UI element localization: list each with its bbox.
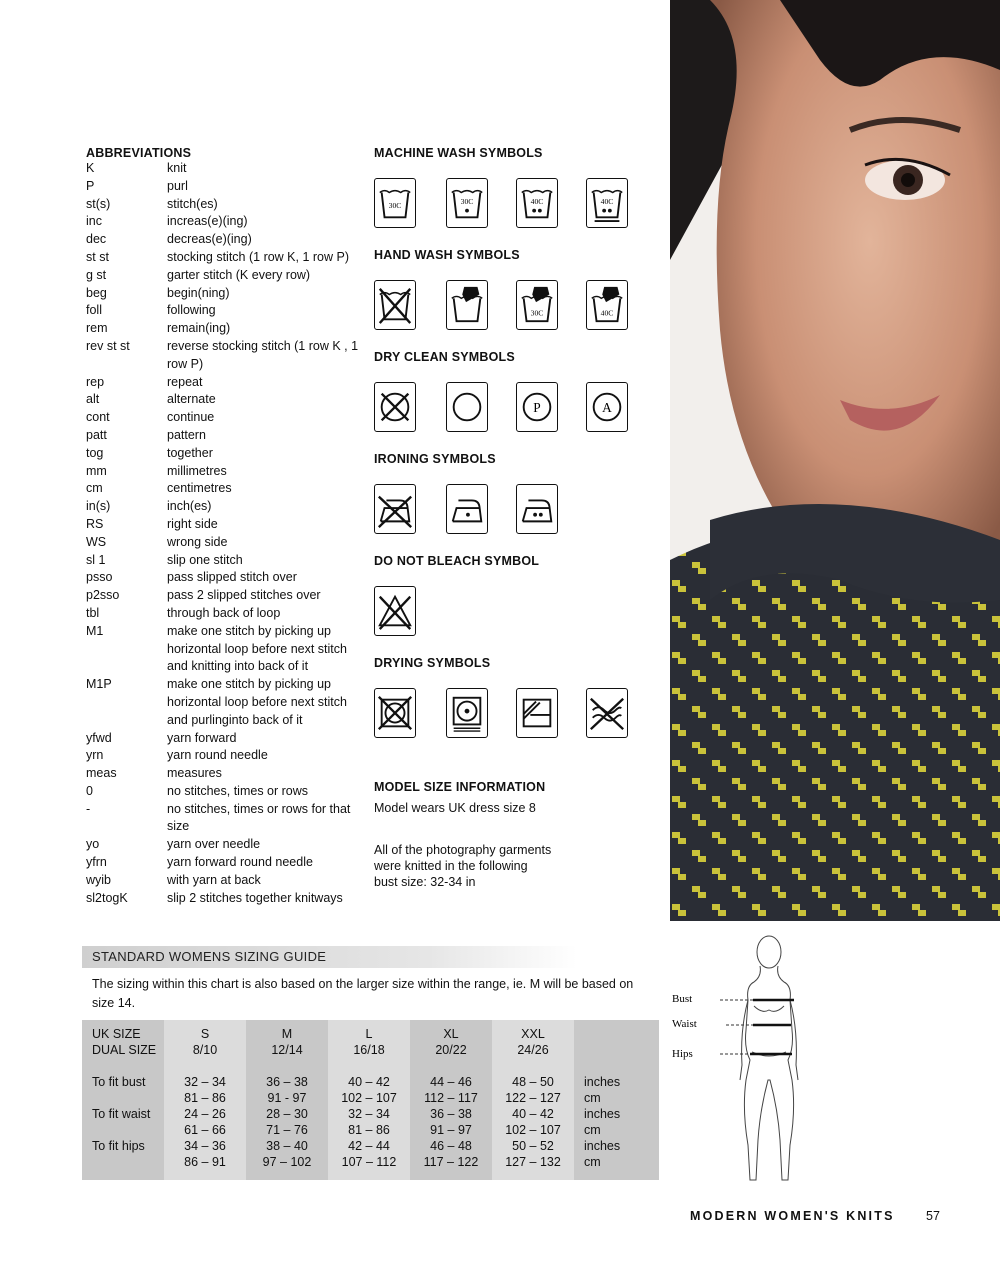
size-cell-waist-cm: 102 – 107 xyxy=(505,1123,561,1137)
abbreviation-row xyxy=(86,196,371,214)
abbreviation-meaning: decreas(e)(ing) xyxy=(167,232,252,247)
abbreviation-meaning: pattern xyxy=(167,427,206,442)
abbreviations-list xyxy=(86,160,371,907)
size-cell-dual: 16/18 xyxy=(353,1043,385,1057)
size-cell-hips-cm: 107 – 112 xyxy=(341,1155,397,1169)
abbreviation-meaning: purl xyxy=(167,178,188,193)
abbreviation-meaning: alternate xyxy=(167,392,216,407)
abbreviation-meaning: reverse stocking stitch (1 row K , 1 row P) xyxy=(167,338,359,371)
size-column xyxy=(246,1020,328,1180)
abbreviation-row xyxy=(86,783,371,801)
abbreviation-meaning: inch(es) xyxy=(167,499,212,514)
abbreviation-row xyxy=(86,427,371,445)
abbreviation-row xyxy=(86,854,371,872)
bleach-title: DO NOT BLEACH SYMBOL xyxy=(374,554,540,568)
model-garment-text-1: All of the photography garments xyxy=(374,843,552,857)
abbreviation-meaning: together xyxy=(167,445,213,460)
dry-clean-title: DRY CLEAN SYMBOLS xyxy=(374,350,515,364)
abbreviation-row xyxy=(86,623,371,676)
abbreviation-meaning: continue xyxy=(167,410,215,425)
abbreviation-term: st st xyxy=(86,249,109,264)
sizing-guide-header xyxy=(82,946,577,968)
model-garment-text-3: bust size: 32-34 in xyxy=(374,875,476,889)
size-cell-uk: L xyxy=(365,1027,373,1041)
size-cell-bust-cm: 112 – 117 xyxy=(424,1091,478,1105)
abbreviation-meaning: through back of loop xyxy=(167,605,281,620)
size-cell-uk: XL xyxy=(443,1027,459,1041)
waist-inches-unit: inches xyxy=(584,1107,621,1121)
abbreviation-term: inc xyxy=(86,214,102,229)
machine-wash-title: MACHINE WASH SYMBOLS xyxy=(374,146,543,160)
abbreviation-meaning: centimetres xyxy=(167,481,232,496)
abbreviation-row xyxy=(86,890,371,908)
abbreviation-row xyxy=(86,534,371,552)
abbreviation-term: meas xyxy=(86,766,117,781)
abbreviation-meaning: pass 2 slipped stitches over xyxy=(167,588,321,603)
size-cell-bust-cm: 102 – 107 xyxy=(341,1091,397,1105)
abbreviation-meaning: make one stitch by picking up horizontal loop before next stitch and knitting into back of it xyxy=(167,623,347,674)
sizing-table xyxy=(82,1020,659,1180)
hand-wash-40-icon xyxy=(586,280,628,330)
abbreviation-meaning: no stitches, times or rows for that size xyxy=(167,801,351,834)
abbreviation-term: beg xyxy=(86,285,107,300)
abbreviation-term: tog xyxy=(86,445,104,460)
size-cell-hips-in: 34 – 36 xyxy=(184,1139,226,1153)
body-measurement-figure xyxy=(670,930,830,1192)
size-cell-dual: 20/22 xyxy=(435,1043,467,1057)
abbreviation-row xyxy=(86,552,371,570)
abbreviation-meaning: stitch(es) xyxy=(167,196,218,211)
abbreviation-term: M1 xyxy=(86,623,104,638)
ironing-title: IRONING SYMBOLS xyxy=(374,452,496,466)
abbreviation-row xyxy=(86,605,371,623)
size-column xyxy=(164,1020,246,1180)
abbreviation-row xyxy=(86,409,371,427)
abbreviation-row xyxy=(86,463,371,481)
wash-temp-label: 30C xyxy=(460,196,474,206)
abbreviation-meaning: knit xyxy=(167,161,187,175)
bust-row-label: To fit bust xyxy=(92,1075,146,1089)
abbreviation-meaning: garter stitch (K every row) xyxy=(167,267,311,282)
hips-cm-unit: cm xyxy=(584,1155,601,1169)
abbreviation-meaning: make one stitch by picking up horizontal loop before next stitch and purlinginto back of it xyxy=(167,677,347,727)
size-cell-hips-in: 42 – 44 xyxy=(348,1139,390,1153)
abbreviation-term: sl 1 xyxy=(86,552,106,567)
abbreviation-row xyxy=(86,445,371,463)
iron-low-icon xyxy=(446,484,488,534)
abbreviation-term: WS xyxy=(86,534,107,549)
abbreviation-row xyxy=(86,730,371,748)
do-not-dry-clean-icon xyxy=(374,382,416,432)
abbreviation-term: K xyxy=(86,161,95,175)
abbreviation-term: rev st st xyxy=(86,338,130,353)
size-cell-waist-cm: 91 – 97 xyxy=(430,1123,472,1137)
size-cell-waist-cm: 81 – 86 xyxy=(348,1123,390,1137)
size-cell-bust-in: 48 – 50 xyxy=(512,1075,554,1089)
dry-in-shade-icon xyxy=(516,688,558,738)
size-column xyxy=(410,1020,492,1180)
size-cell-waist-in: 36 – 38 xyxy=(430,1107,472,1121)
size-cell-bust-cm: 122 – 127 xyxy=(505,1091,561,1105)
dry-clean-label: P xyxy=(533,399,541,415)
abbreviation-row xyxy=(86,676,371,729)
dry-clean-label: A xyxy=(602,399,612,415)
abbreviation-row xyxy=(86,747,371,765)
abbreviation-term: foll xyxy=(86,303,102,318)
machine-wash-section xyxy=(374,146,654,238)
abbreviation-term: in(s) xyxy=(86,499,111,514)
size-column xyxy=(328,1020,410,1180)
abbreviation-meaning: no stitches, times or rows xyxy=(167,783,309,798)
machine-wash-40-bar-icon xyxy=(586,178,628,228)
abbreviation-term: tbl xyxy=(86,605,100,620)
abbreviation-term: yfwd xyxy=(86,730,112,745)
dry-clean-section xyxy=(374,350,654,442)
abbreviation-meaning: increas(e)(ing) xyxy=(167,214,248,229)
ironing-section xyxy=(374,452,654,544)
size-column xyxy=(492,1020,574,1180)
page-number: 57 xyxy=(926,1209,940,1223)
size-cell-hips-cm: 117 – 122 xyxy=(423,1155,479,1169)
abbreviation-meaning: yarn round needle xyxy=(167,748,268,763)
abbreviation-term: dec xyxy=(86,232,107,247)
abbreviation-term: sl2togK xyxy=(86,890,128,905)
size-cell-dual: 24/26 xyxy=(517,1043,549,1057)
bust-label: Bust xyxy=(672,993,693,1005)
drying-section xyxy=(374,656,654,748)
abbreviation-row xyxy=(86,498,371,516)
hand-wash-title: HAND WASH SYMBOLS xyxy=(374,248,520,262)
table-label-column xyxy=(82,1020,164,1180)
model-garment-text-2: were knitted in the following xyxy=(374,859,528,873)
abbreviation-meaning: slip 2 stitches together knitways xyxy=(167,890,343,905)
abbreviation-row xyxy=(86,480,371,498)
abbreviation-meaning: wrong side xyxy=(167,534,228,549)
abbreviation-row xyxy=(86,213,371,231)
size-cell-bust-cm: 91 - 97 xyxy=(267,1091,307,1105)
abbreviation-row xyxy=(86,801,371,837)
do-not-wash-icon xyxy=(374,280,416,330)
abbreviation-row xyxy=(86,516,371,534)
size-cell-waist-in: 40 – 42 xyxy=(512,1107,554,1121)
model-photo xyxy=(670,0,1000,921)
sizing-guide-title: STANDARD WOMENS SIZING GUIDE xyxy=(92,949,327,964)
abbreviation-term: g st xyxy=(86,267,107,282)
bust-inches-unit: inches xyxy=(584,1075,621,1089)
model-size-title: MODEL SIZE INFORMATION xyxy=(374,780,546,794)
abbreviation-meaning: right side xyxy=(167,516,218,531)
abbreviation-term: yfrn xyxy=(86,855,107,870)
dual-size-header: DUAL SIZE xyxy=(92,1043,157,1057)
dry-clean-icon xyxy=(446,382,488,432)
size-cell-dual: 8/10 xyxy=(192,1043,218,1057)
size-cell-bust-in: 32 – 34 xyxy=(184,1075,226,1089)
abbreviation-term: cm xyxy=(86,481,103,496)
abbreviation-meaning: repeat xyxy=(167,374,203,389)
abbreviation-row xyxy=(86,285,371,303)
size-cell-hips-in: 50 – 52 xyxy=(512,1139,554,1153)
size-cell-bust-cm: 81 – 86 xyxy=(184,1091,226,1105)
abbreviation-meaning: slip one stitch xyxy=(167,552,243,567)
machine-wash-30-icon xyxy=(374,178,416,228)
size-cell-hips-in: 46 – 48 xyxy=(430,1139,472,1153)
abbreviation-meaning: millimetres xyxy=(167,463,227,478)
abbreviation-meaning: with yarn at back xyxy=(167,872,261,887)
size-cell-waist-cm: 61 – 66 xyxy=(184,1123,226,1137)
abbreviation-meaning: following xyxy=(167,303,216,318)
abbreviation-term: rem xyxy=(86,321,108,336)
size-cell-hips-cm: 97 – 102 xyxy=(262,1155,312,1169)
abbreviation-row xyxy=(86,302,371,320)
size-cell-waist-cm: 71 – 76 xyxy=(266,1123,308,1137)
abbreviation-row xyxy=(86,178,371,196)
iron-medium-icon xyxy=(516,484,558,534)
size-cell-waist-in: 28 – 30 xyxy=(266,1107,308,1121)
wash-temp-label: 40C xyxy=(600,308,614,318)
model-size-section xyxy=(374,780,654,890)
size-cell-uk: M xyxy=(281,1027,293,1041)
abbreviation-term: patt xyxy=(86,427,107,442)
abbreviation-row xyxy=(86,374,371,392)
abbreviation-row xyxy=(86,765,371,783)
waist-row-label: To fit waist xyxy=(92,1107,151,1121)
size-cell-hips-cm: 86 – 91 xyxy=(184,1155,226,1169)
hips-row-label: To fit hips xyxy=(92,1139,145,1153)
abbreviation-term: 0 xyxy=(86,783,93,798)
wash-temp-label: 40C xyxy=(600,196,614,206)
size-cell-hips-cm: 127 – 132 xyxy=(505,1155,561,1169)
dry-clean-p-icon xyxy=(516,382,558,432)
abbreviation-term: wyib xyxy=(86,872,112,887)
tumble-dry-icon xyxy=(446,688,488,738)
abbreviation-meaning: yarn forward round needle xyxy=(167,855,313,870)
uk-size-header: UK SIZE xyxy=(92,1027,141,1041)
hand-wash-section xyxy=(374,248,654,340)
abbreviation-meaning: yarn forward xyxy=(167,730,237,745)
model-size-text: Model wears UK dress size 8 xyxy=(374,801,536,815)
abbreviation-row xyxy=(86,872,371,890)
do-not-tumble-dry-icon xyxy=(374,688,416,738)
machine-wash-40-two-dots-icon xyxy=(516,178,558,228)
abbreviation-term: cont xyxy=(86,410,110,425)
size-cell-uk: XXL xyxy=(521,1027,545,1041)
size-cell-waist-in: 32 – 34 xyxy=(348,1107,390,1121)
abbreviation-row xyxy=(86,231,371,249)
abbreviation-term: p2sso xyxy=(86,588,120,603)
abbreviation-meaning: begin(ning) xyxy=(167,285,230,300)
abbreviation-term: alt xyxy=(86,392,100,407)
size-cell-waist-in: 24 – 26 xyxy=(184,1107,226,1121)
abbreviation-term: yrn xyxy=(86,748,104,763)
abbreviation-meaning: yarn over needle xyxy=(167,837,261,852)
do-not-iron-icon xyxy=(374,484,416,534)
table-units-column xyxy=(574,1020,659,1180)
do-not-wring-icon xyxy=(586,688,628,738)
abbreviation-row xyxy=(86,320,371,338)
abbreviation-meaning: remain(ing) xyxy=(167,321,231,336)
wash-temp-label: 30C xyxy=(388,200,402,210)
size-cell-hips-in: 38 – 40 xyxy=(266,1139,308,1153)
abbreviation-meaning: stocking stitch (1 row K, 1 row P) xyxy=(167,249,350,264)
do-not-bleach-icon xyxy=(374,586,416,636)
abbreviation-row xyxy=(86,249,371,267)
abbreviation-term: RS xyxy=(86,516,104,531)
abbreviation-term: M1P xyxy=(86,677,112,692)
footer-title: MODERN WOMEN'S KNITS xyxy=(690,1209,895,1223)
waist-label: Waist xyxy=(672,1018,697,1030)
abbreviation-row xyxy=(86,267,371,285)
drying-title: DRYING SYMBOLS xyxy=(374,656,491,670)
size-cell-uk: S xyxy=(200,1027,210,1041)
abbreviation-term: P xyxy=(86,178,95,193)
wash-temp-label: 30C xyxy=(530,308,544,318)
size-cell-dual: 12/14 xyxy=(271,1043,303,1057)
abbreviation-row xyxy=(86,160,371,178)
abbreviation-term: mm xyxy=(86,463,107,478)
hand-wash-30-icon xyxy=(516,280,558,330)
abbreviations-title: ABBREVIATIONS xyxy=(86,146,192,160)
bleach-section xyxy=(374,554,654,646)
machine-wash-30-one-dot-icon xyxy=(446,178,488,228)
bust-cm-unit: cm xyxy=(584,1091,601,1105)
hand-wash-icon xyxy=(446,280,488,330)
waist-cm-unit: cm xyxy=(584,1123,601,1137)
abbreviation-row xyxy=(86,836,371,854)
abbreviation-term: psso xyxy=(86,570,113,585)
abbreviation-term: yo xyxy=(86,837,100,852)
abbreviations-section xyxy=(86,146,371,907)
abbreviation-row xyxy=(86,569,371,587)
abbreviation-row xyxy=(86,587,371,605)
abbreviation-term: st(s) xyxy=(86,196,111,211)
hips-label: Hips xyxy=(672,1048,693,1060)
wash-temp-label: 40C xyxy=(530,196,544,206)
abbreviation-row xyxy=(86,391,371,409)
size-cell-bust-in: 40 – 42 xyxy=(348,1075,390,1089)
abbreviation-meaning: pass slipped stitch over xyxy=(167,570,297,585)
abbreviation-meaning: measures xyxy=(167,766,222,781)
abbreviation-term: - xyxy=(86,801,91,816)
dry-clean-a-icon xyxy=(586,382,628,432)
abbreviation-row xyxy=(86,338,371,374)
hips-inches-unit: inches xyxy=(584,1139,621,1153)
size-cell-bust-in: 44 – 46 xyxy=(430,1075,472,1089)
abbreviation-term: rep xyxy=(86,374,105,389)
size-cell-bust-in: 36 – 38 xyxy=(266,1075,308,1089)
sizing-guide-note: The sizing within this chart is also based on the larger size within the range, ie. M will be based on size 14. xyxy=(92,977,634,1010)
